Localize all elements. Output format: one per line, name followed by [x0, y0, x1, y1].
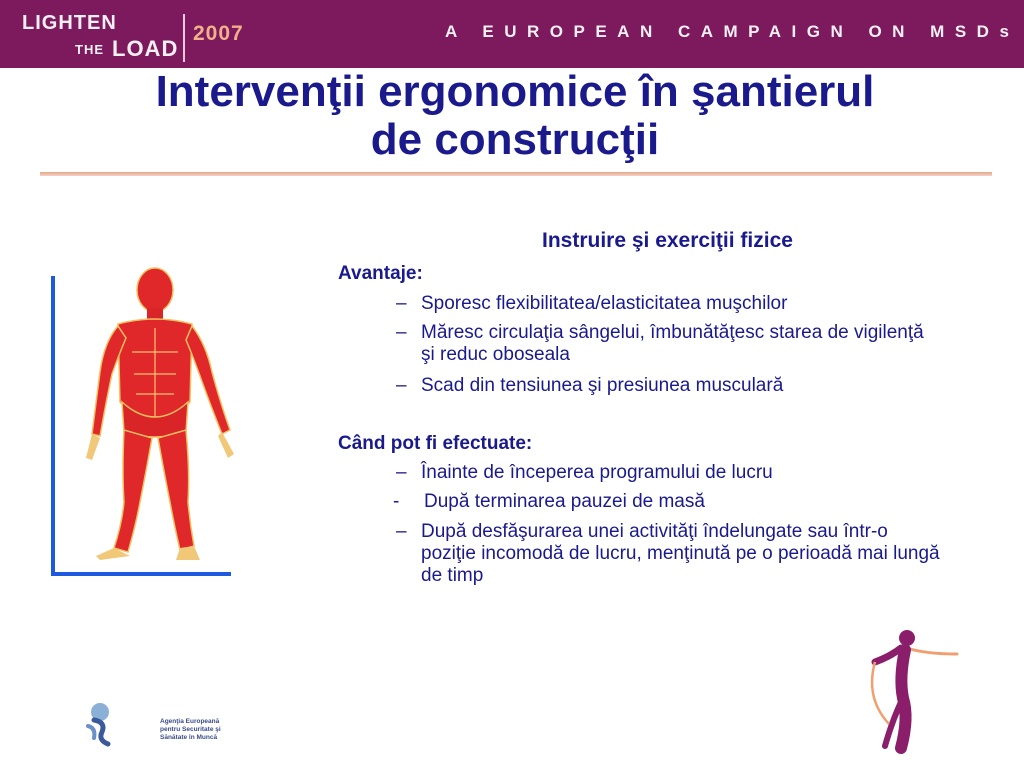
cand-item: Înainte de începerea programului de lucru	[421, 462, 773, 483]
muscle-anatomy-icon	[40, 262, 250, 582]
bullet-hyphen: -	[393, 491, 400, 512]
eu-osha-logo-icon	[80, 700, 120, 753]
campaign-tagline: A EUROPEAN CAMPAIGN ON MSDs	[445, 22, 1020, 41]
slide-title	[40, 68, 990, 164]
title-underline	[40, 172, 992, 176]
avantaje-item: Măresc circulaţia sângelui, îmbunătăţesc starea de vigilenţă şi reduc oboseala	[421, 322, 924, 365]
logo-year: 2007	[193, 22, 244, 45]
bullet-dash: –	[396, 375, 407, 396]
campaign-dancer-icon	[845, 628, 965, 763]
bullet-dash: –	[396, 521, 407, 542]
logo-the-text: THE	[75, 42, 104, 57]
cand-item: După terminarea pauzei de masă	[424, 491, 705, 512]
avantaje-item: Sporesc flexibilitatea/elasticitatea muşchilor	[421, 293, 788, 314]
bullet-dash: –	[396, 462, 407, 483]
campaign-banner	[0, 0, 1024, 68]
slide-title-line1: Intervenţii ergonomice în şantierul	[155, 67, 875, 116]
avantaje-item: Scad din tensiunea şi presiunea musculară	[421, 375, 784, 396]
section-subheading: Instruire şi exerciţii fizice	[542, 229, 793, 252]
agency-name-line: Agenţia Europeană	[160, 718, 220, 725]
agency-name-line: pentru Securitate şi	[160, 726, 221, 733]
cand-item: După desfăşurarea unei activităţi îndelungate sau într-o poziţie incomodă de lucru, menţinută pe o perioadă mai lungă de timp	[421, 521, 940, 586]
bullet-dash: –	[396, 293, 407, 314]
logo-load-text: LOAD	[112, 36, 179, 61]
bullet-dash: –	[396, 322, 407, 343]
logo-divider	[183, 14, 185, 62]
agency-name	[160, 718, 240, 742]
avantaje-heading: Avantaje:	[338, 263, 423, 284]
slide-title-line2: de construcţii	[370, 115, 660, 164]
cand-heading: Când pot fi efectuate:	[338, 433, 533, 454]
agency-name-line: Sănătate în Muncă	[160, 734, 218, 741]
logo-lighten-text: LIGHTEN	[22, 12, 117, 34]
